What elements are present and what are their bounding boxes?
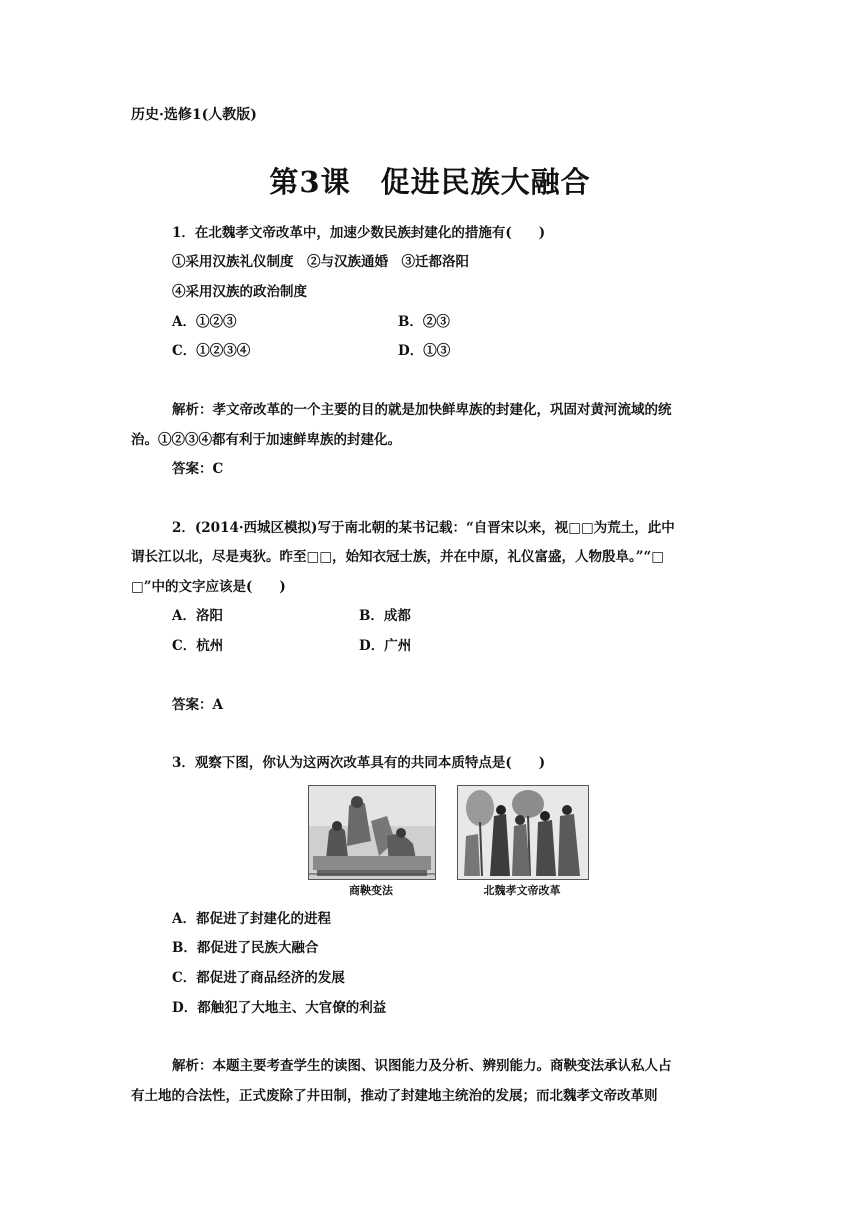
q3-analysis-line-1: 解析：本题主要考查学生的读图、识图能力及分析、辨别能力。商鞅变法承认私人占	[172, 1058, 672, 1074]
q1-answer: 答案：C	[172, 461, 224, 477]
q1-analysis-line-2: 治。①②③④都有利于加速鲜卑族的封建化。	[131, 432, 401, 448]
q3-option-d: D．都触犯了大地主、大官僚的利益	[172, 1000, 387, 1016]
q1-stem: 1．在北魏孝文帝改革中，加速少数民族封建化的措施有( )	[172, 225, 546, 241]
q3-option-a: A．都促进了封建化的进程	[172, 911, 331, 927]
caption-xiaowen: 北魏孝文帝改革	[483, 884, 561, 897]
q1-option-d: D．①③	[398, 343, 451, 359]
xiaowen-reform-illustration	[457, 785, 589, 880]
q1-options-line-1: ①采用汉族礼仪制度 ②与汉族通婚 ③迁都洛阳	[172, 254, 469, 270]
q2-stem-line-2: 谓长江以北，尽是夷狄。昨至□□，始知衣冠士族，并在中原，礼仪富盛，人物殷阜。”“□	[131, 549, 665, 565]
shang-yang-reform-illustration	[308, 785, 436, 880]
q2-option-a: A．洛阳	[172, 608, 223, 624]
caption-shang-yang: 商鞅变法	[349, 884, 393, 897]
q1-options-line-2: ④采用汉族的政治制度	[172, 284, 307, 300]
q3-option-c: C．都促进了商品经济的发展	[172, 970, 345, 986]
q2-stem-line-1: 2．(2014·西城区模拟)写于南北朝的某书记载：“自晋宋以来，视□□为荒土，此中	[172, 520, 675, 536]
q3-stem: 3．观察下图，你认为这两次改革具有的共同本质特点是( )	[172, 755, 546, 771]
q1-option-c: C．①②③④	[172, 343, 251, 359]
q1-option-a: A．①②③	[172, 314, 237, 330]
lesson-title: 第3课 促进民族大融合	[269, 165, 591, 199]
q2-answer: 答案：A	[172, 697, 223, 713]
q2-option-d: D．广州	[359, 638, 412, 654]
q1-option-b: B．②③	[398, 314, 450, 330]
q3-analysis-line-2: 有土地的合法性，正式废除了井田制，推动了封建地主统治的发展；而北魏孝文帝改革则	[131, 1088, 658, 1104]
q2-stem-line-3: □”中的文字应该是( )	[131, 579, 286, 595]
q2-option-b: B．成都	[359, 608, 411, 624]
q3-option-b: B．都促进了民族大融合	[172, 940, 319, 956]
q2-option-c: C．杭州	[172, 638, 224, 654]
document-header: 历史·选修1(人教版)	[131, 107, 257, 123]
q1-analysis-line-1: 解析：孝文帝改革的一个主要的目的就是加快鲜卑族的封建化，巩固对黄河流域的统	[172, 402, 672, 418]
